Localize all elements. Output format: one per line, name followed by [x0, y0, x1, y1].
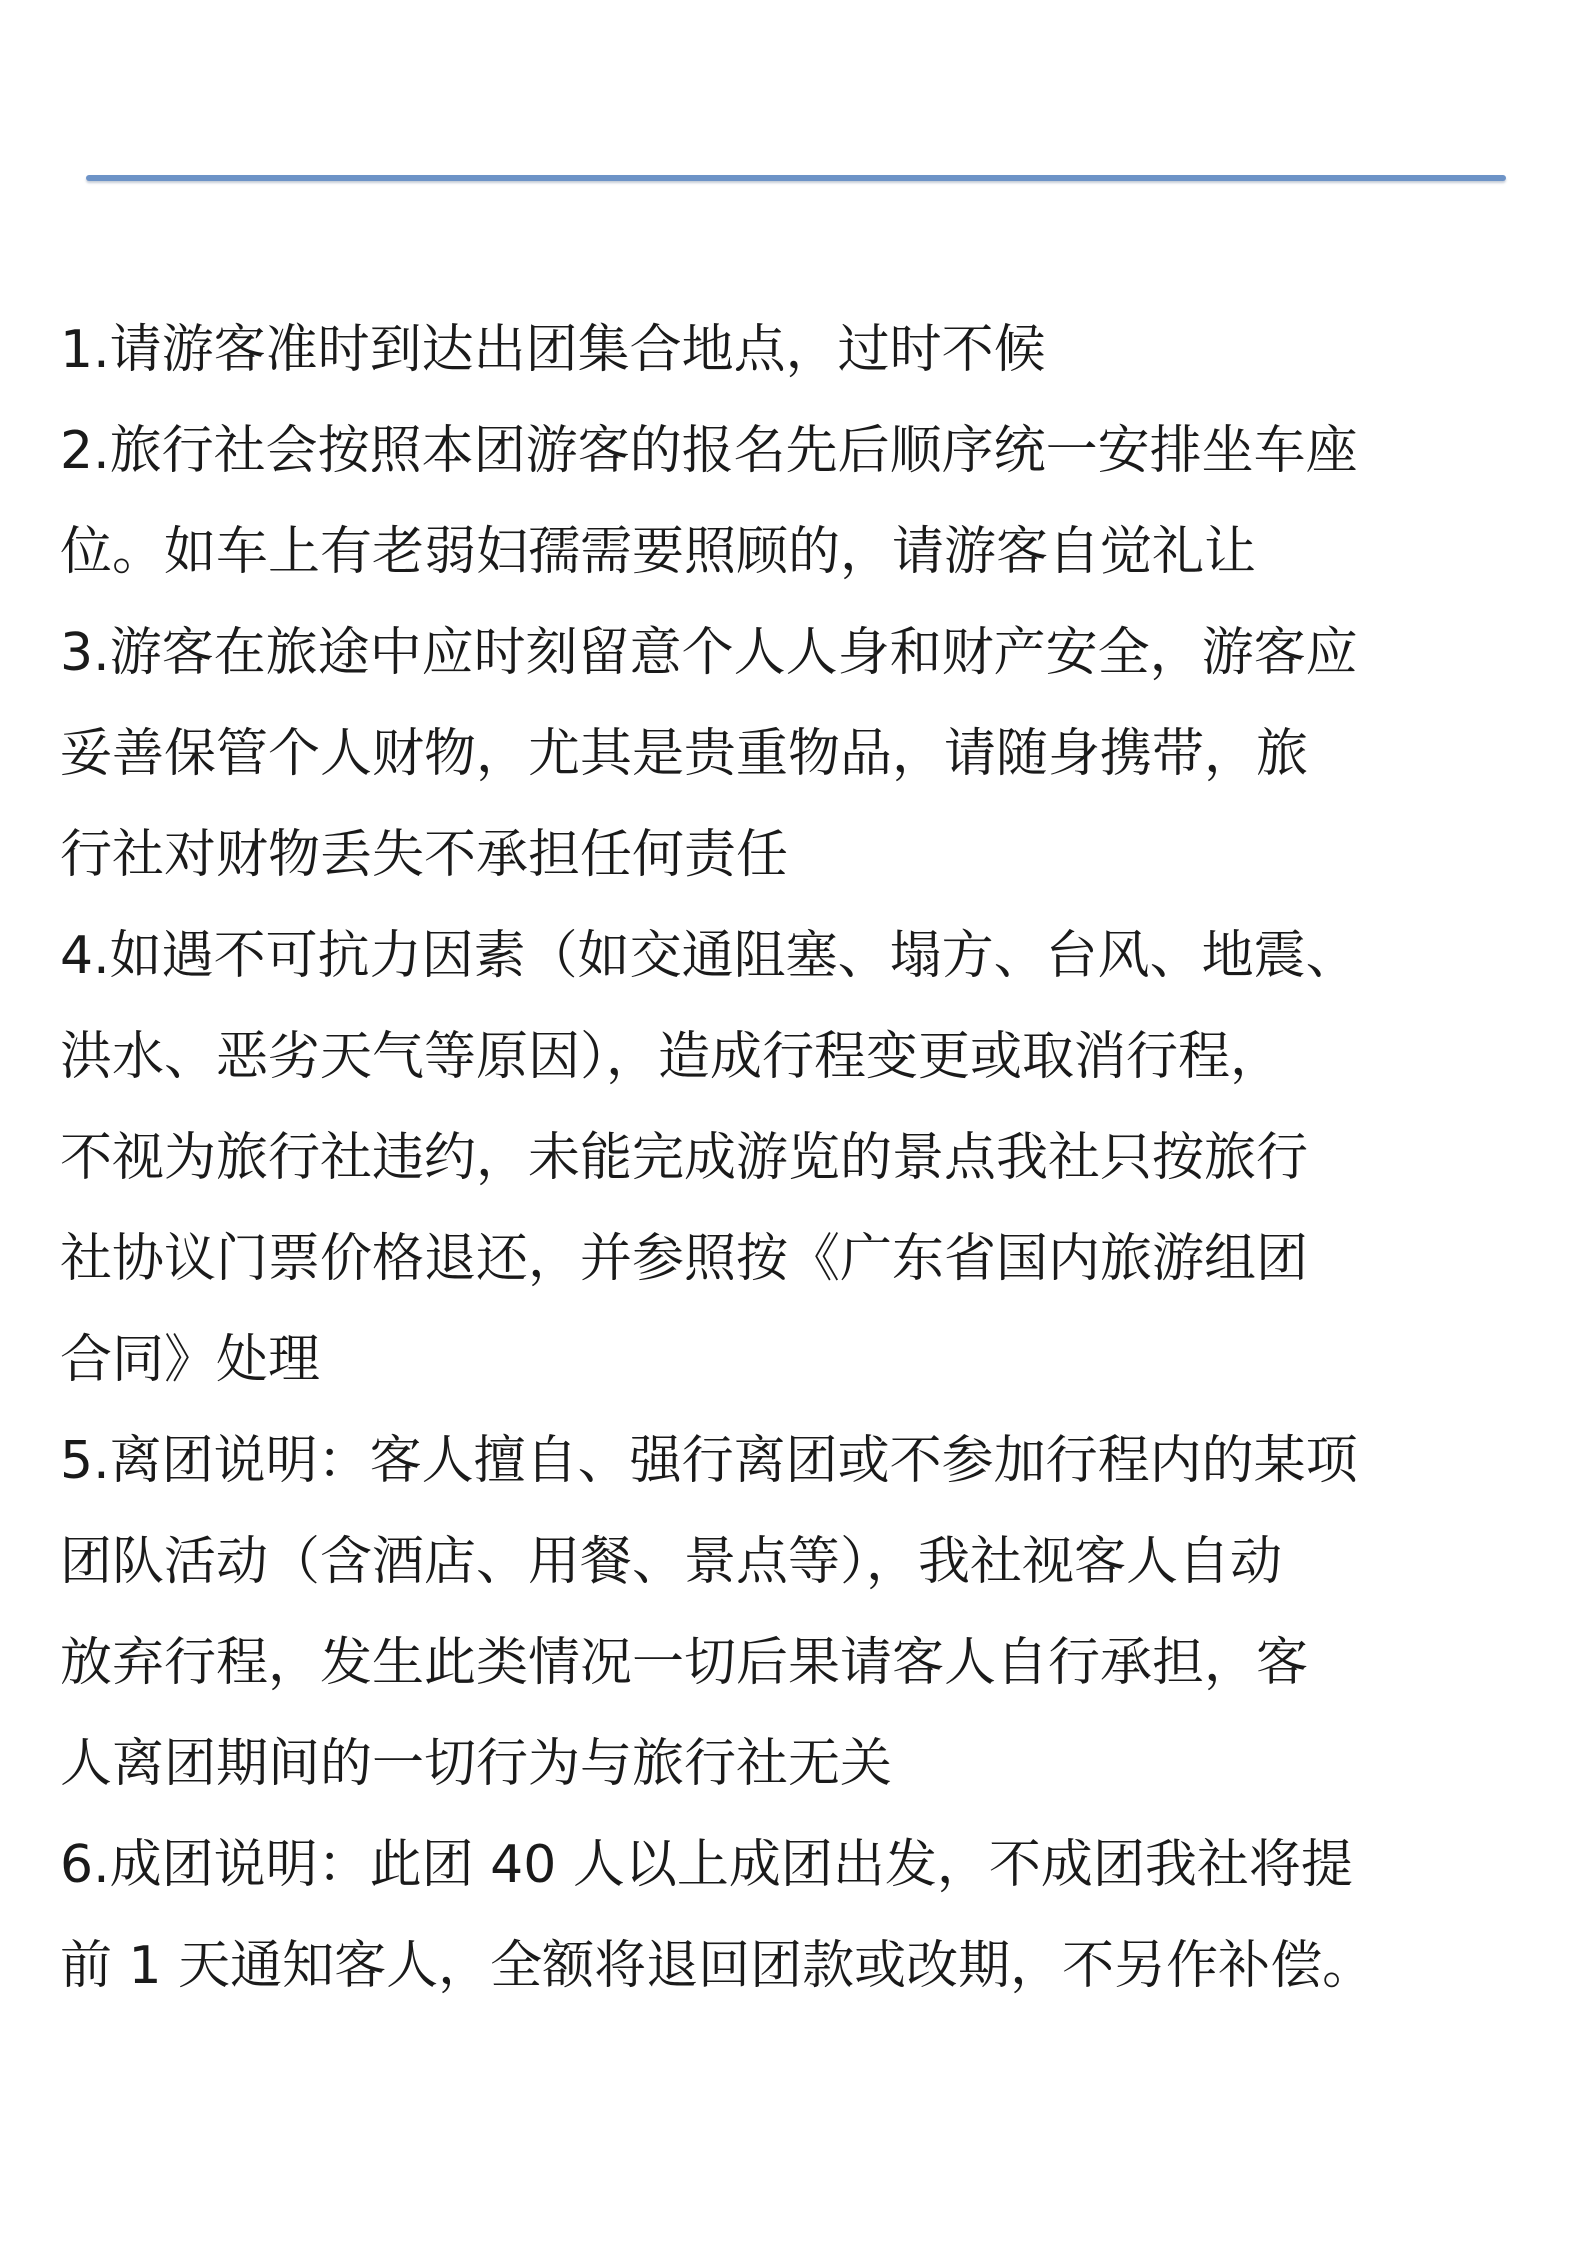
notice-line: 5.离团说明：客人擅自、强行离团或不参加行程内的某项	[60, 1431, 1358, 1491]
notice-line: 4.如遇不可抗力因素（如交通阻塞、塌方、台风、地震、	[60, 926, 1358, 986]
notice-body	[60, 300, 1540, 2017]
notice-line: 1.请游客准时到达出团集合地点，过时不候	[60, 320, 1046, 380]
notice-line: 2.旅行社会按照本团游客的报名先后顺序统一安排坐车座	[60, 421, 1358, 481]
notice-line: 前 1 天通知客人，全额将退回团款或改期，不另作补偿。	[60, 1936, 1375, 1996]
notice-line: 合同》处理	[60, 1330, 321, 1390]
notice-line: 妥善保管个人财物，尤其是贵重物品，请随身携带，旅	[60, 724, 1309, 784]
notice-line: 社协议门票价格退还，并参照按《广东省国内旅游组团	[60, 1229, 1309, 1289]
notice-line: 行社对财物丢失不承担任何责任	[60, 825, 789, 885]
notice-line: 洪水、恶劣天气等原因），造成行程变更或取消行程，	[60, 1027, 1283, 1087]
notice-line: 不视为旅行社违约，未能完成游览的景点我社只按旅行	[60, 1128, 1309, 1188]
notice-line: 人离团期间的一切行为与旅行社无关	[60, 1734, 893, 1794]
notice-line: 3.游客在旅途中应时刻留意个人人身和财产安全，游客应	[60, 623, 1358, 683]
notice-line: 放弃行程，发生此类情况一切后果请客人自行承担，客	[60, 1633, 1309, 1693]
notice-line: 6.成团说明：此团 40 人以上成团出发，不成团我社将提	[60, 1835, 1353, 1895]
header-divider	[86, 175, 1506, 181]
notice-line: 团队活动（含酒店、用餐、景点等），我社视客人自动	[60, 1532, 1283, 1592]
notice-line: 位。如车上有老弱妇孺需要照顾的，请游客自觉礼让	[60, 522, 1257, 582]
